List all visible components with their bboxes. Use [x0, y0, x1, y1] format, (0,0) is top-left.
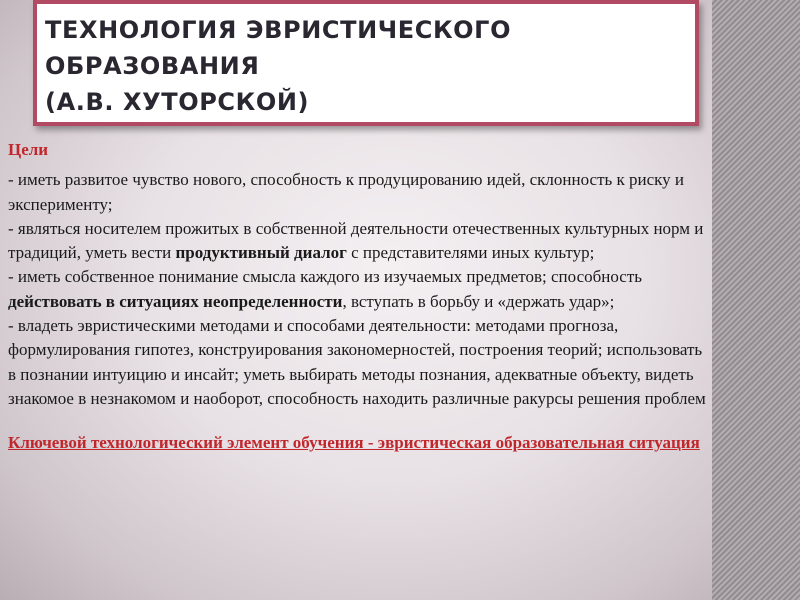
- goal-item-2-text-before: - являться носителем прожитых в собственной деятельности отечественных культурных норм и традиций, уметь вести: [8, 218, 704, 263]
- slide-content: [8, 138, 708, 456]
- goal-item-1: [8, 168, 708, 217]
- goal-item-3-bold: действовать в ситуациях неопределенности: [8, 291, 343, 311]
- goal-item-3-text-before: - иметь собственное понимание смысла каждого из изучаемых предметов; способность: [8, 267, 643, 287]
- title-box: [33, 0, 699, 126]
- goal-item-4-text: - владеть эвристическими методами и способами деятельности: методами прогноза, формулирования гипотез, конструирования закономерностей, построения теорий; использовать в познании интуицию и инсайт; уметь выбирать методы познания, адекватные объекту, видеть знакомое в незнакомом и наоборот, способность находить различные ракурсы решения проблем: [8, 316, 706, 408]
- goal-item-1-text: - иметь развитое чувство нового, способность к продуцированию идей, склонность к риску и эксперименту;: [8, 170, 685, 214]
- goal-item-3-text-after: , вступать в борьбу и «держать удар»;: [342, 291, 615, 311]
- title-line-1: ТЕХНОЛОГИЯ ЭВРИСТИЧЕСКОГО: [45, 16, 512, 44]
- goal-item-2-text-after: с представителями иных культур;: [346, 243, 595, 263]
- key-element-statement: Ключевой технологический элемент обучения - эвристическая образовательная ситуация: [8, 433, 700, 453]
- goal-item-3: [8, 265, 708, 314]
- title-line-2: ОБРАЗОВАНИЯ: [45, 52, 260, 80]
- goal-item-2: [8, 217, 708, 266]
- decorative-side-stripe: [712, 0, 800, 600]
- title-line-3: (А.В. ХУТОРСКОЙ): [45, 88, 310, 116]
- goal-item-2-bold: продуктивный диалог: [175, 243, 347, 263]
- goal-item-4: [8, 314, 708, 411]
- goals-heading: Цели: [8, 140, 49, 159]
